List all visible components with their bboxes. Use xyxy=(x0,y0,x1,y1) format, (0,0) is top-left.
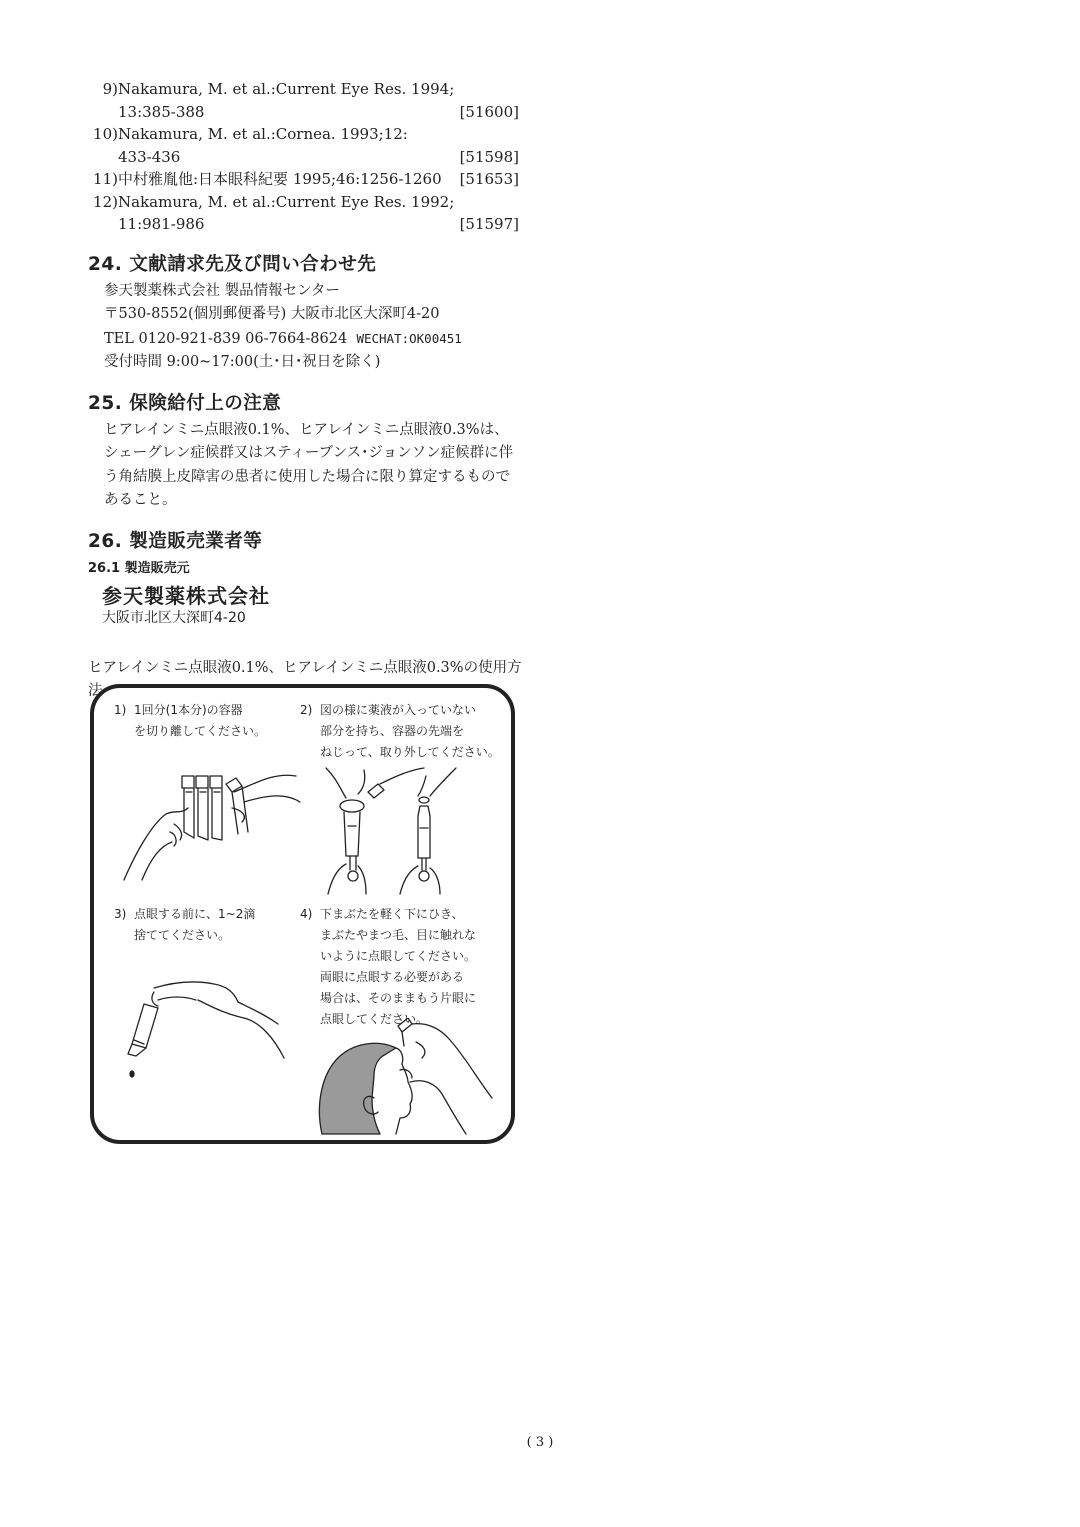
step-text: を切り離してください。 xyxy=(134,724,267,738)
reference-number: 9) xyxy=(102,80,118,98)
illustration-twist-off-tip xyxy=(306,766,506,896)
reference-number: 12) xyxy=(93,192,118,211)
contact-line: 参天製薬株式会社 製品情報センター xyxy=(104,282,341,299)
reference-text: Nakamura, M. et al.:Current Eye Res. 1994; xyxy=(118,80,455,98)
reference-id: [51600] xyxy=(459,102,519,121)
page-number: ( 3 ) xyxy=(526,1435,554,1450)
step-text: まぶたやまつ毛、目に触れな xyxy=(320,928,477,942)
reference-number: 11) xyxy=(93,170,118,188)
reference-id: [51597] xyxy=(459,215,519,233)
step-text: 両眼に点眼する必要がある xyxy=(320,970,465,984)
step-number: 3) xyxy=(114,907,127,921)
reference-pages: 433-436 xyxy=(118,147,181,166)
contact-address: 〒530-8552(個別郵便番号) 大阪市北区大深町4-20 xyxy=(104,306,440,322)
reference-pages: 13:385-388 xyxy=(118,102,205,121)
reference-item-continuation xyxy=(88,146,523,169)
step-text: 図の様に薬液が入っていない xyxy=(320,703,477,717)
company-address: 大阪市北区大深町4-20 xyxy=(102,609,246,626)
reference-item xyxy=(88,191,523,214)
section-26-1-heading: 26.1 製造販売元 xyxy=(88,560,190,576)
step-text: 点眼してください。 xyxy=(320,1012,429,1026)
step-text: 場合は、そのままもう片眼に xyxy=(320,991,477,1005)
reference-text: Nakamura, M. et al.:Current Eye Res. 1992; xyxy=(118,192,455,211)
reference-text: Nakamura, M. et al.:Cornea. 1993;12: xyxy=(118,125,408,143)
step-number: 4) xyxy=(300,907,313,921)
reference-item xyxy=(88,123,523,146)
step-3 xyxy=(114,904,294,946)
insurance-note: ヒアレインミニ点眼液0.1%、ヒアレインミニ点眼液0.3%は、シェーグレン症候群又はスティーブンス･ジョンソン症候群に伴う角結膜上皮障害の患者に使用した場合に限り算定するものであること。 xyxy=(104,421,514,508)
illustration-apply-eye-drops xyxy=(316,1018,506,1136)
reference-pages: 11:981-986 xyxy=(118,215,205,233)
usage-instructions-box xyxy=(90,684,515,1144)
reference-id: [51598] xyxy=(459,147,519,166)
section-25-heading: 25. 保険給付上の注意 xyxy=(88,392,282,414)
section-26-heading: 26. 製造販売業者等 xyxy=(88,530,263,552)
reference-item-continuation xyxy=(88,213,523,236)
step-2 xyxy=(300,700,510,763)
step-text: 点眼する前に、1~2滴 xyxy=(134,907,256,921)
step-number: 1) xyxy=(114,703,127,717)
company-name: 参天製薬株式会社 xyxy=(102,583,270,608)
reference-item xyxy=(88,168,523,191)
step-text: 下まぶたを軽く下にひき、 xyxy=(320,907,464,921)
step-text: いように点眼してください。 xyxy=(320,949,477,963)
reference-item-continuation xyxy=(88,101,523,124)
main-column xyxy=(88,78,523,703)
step-text: 1回分(1本分)の容器 xyxy=(134,703,243,717)
illustration-tear-off-container xyxy=(114,762,304,882)
illustration-discard-drops xyxy=(114,978,304,1088)
step-1 xyxy=(114,700,294,742)
contact-hours: 受付時間 9:00~17:00(土･日･祝日を除く) xyxy=(104,354,381,370)
contact-phone: TEL 0120-921-839 06-7664-8624 xyxy=(104,330,348,347)
reference-number: 10) xyxy=(93,125,118,143)
step-text: ねじって、取り外してください。 xyxy=(320,745,500,759)
section-24-heading: 24. 文献請求先及び問い合わせ先 xyxy=(88,253,377,275)
step-number: 2) xyxy=(300,703,313,717)
usage-title: ヒアレインミニ点眼液0.1%、ヒアレインミニ点眼液0.3%の使用方法 xyxy=(88,659,522,699)
reference-text: 中村雅胤他:日本眼科紀要 1995;46:1256-1260 xyxy=(118,170,442,188)
contact-phone-line xyxy=(88,327,523,352)
step-4 xyxy=(300,904,510,1030)
contact-wechat: WECHAT:OK00451 xyxy=(356,330,462,346)
reference-item xyxy=(88,78,523,101)
step-text: 部分を持ち、容器の先端を xyxy=(320,724,465,738)
step-text: 捨ててください。 xyxy=(134,928,231,942)
reference-id: [51653] xyxy=(459,170,519,188)
reference-list xyxy=(88,78,523,236)
